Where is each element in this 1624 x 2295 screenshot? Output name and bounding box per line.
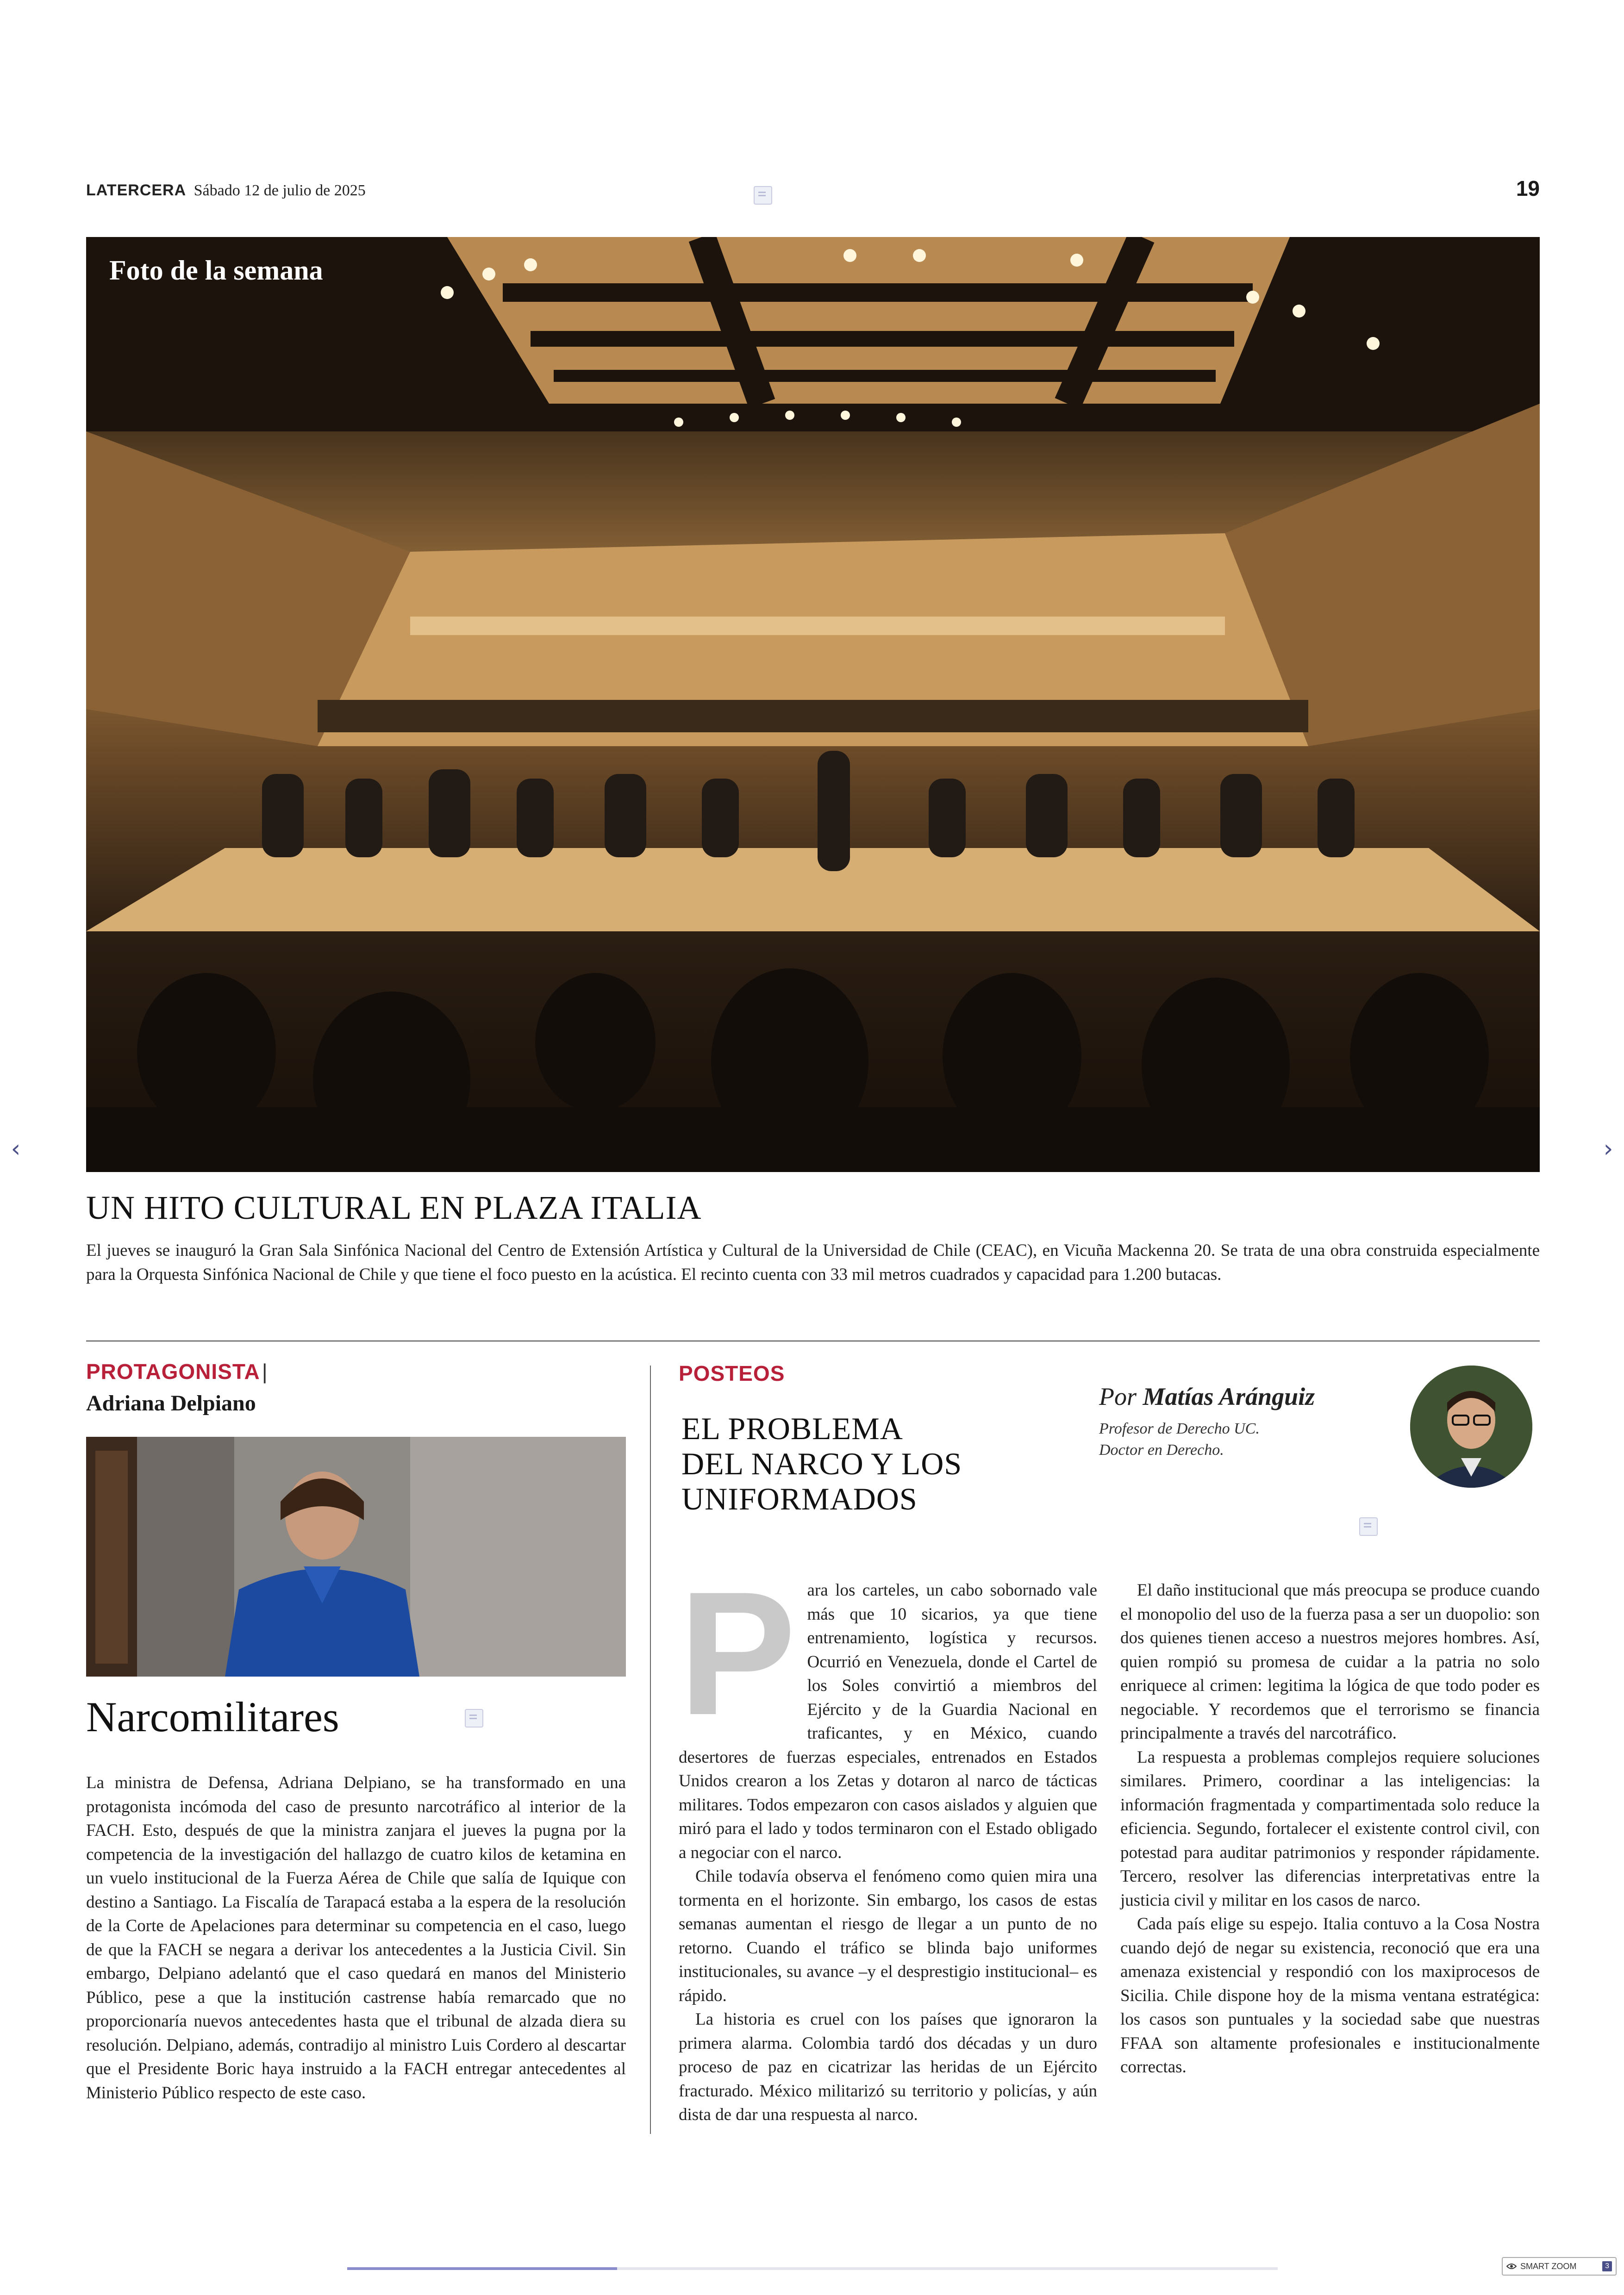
eye-icon [1506, 2263, 1517, 2270]
photo-label: Foto de la semana [109, 255, 323, 286]
newspaper-brand: LATERCERA [86, 181, 187, 199]
author-avatar [1410, 1366, 1532, 1488]
author-byline [1099, 1382, 1315, 1411]
article-column-2 [1120, 1578, 1540, 2079]
protagonista-kicker-row [86, 1359, 268, 1384]
author-bio-line: Doctor en Derecho. [1099, 1441, 1224, 1459]
photo-title: UN HITO CULTURAL EN PLAZA ITALIA [86, 1189, 702, 1226]
byline-prefix: Por [1099, 1383, 1137, 1410]
next-page-icon[interactable]: › [1603, 1135, 1613, 1163]
article-paragraph: ara los carteles, un cabo sobornado vale más que 10 sicarios, ya que tiene entrenamiento, logística y recursos. Ocurrió en Venezuela, donde el Cartel de los Soles convirtió a miembros del Ejército y de la Guardia Nacional en traficantes, y en México, cuando desertores de fuerzas especiales, entrenados en Estados Unidos crearon a los Zetas y dotaron al narco de tácticas militares. Todos empezaron con casos aislados y alguien que miró para el lado y todos terminaron con el Estado obligado a negociar con el narco. [679, 1581, 1097, 1862]
photo-caption: El jueves se inauguró la Gran Sala Sinfónica Nacional del Centro de Extensión Artística y Cultural de la Universidad de Chile (CEAC), en Vicuña Mackenna 20. Se trata de una obra construida especialmente para la Orquesta Sinfónica Nacional de Chile y que tiene el foco puesto en la acústica. El recinto cuenta con 33 mil metros cuadrados y capacidad para 1.200 butacas. [86, 1241, 1540, 1284]
author-name: Matías Aránguiz [1143, 1383, 1315, 1410]
article-paragraph: Chile todavía observa el fenómeno como quien mira una tormenta en el horizonte. Sin embargo, los casos de estas semanas aumentan el riesgo de llegar a un punto de no retorno. Cuando el tráfico se blinda bajo uniformes institucionales, su avance –y el desprestigio institucional– es rápido. [679, 1867, 1097, 2005]
protagonista-headline: Narcomilitares [86, 1693, 339, 1740]
protagonista-body: La ministra de Defensa, Adriana Delpiano, se ha transformado en una protagonista incómoda del caso de presunto narcotráfico al interior de la FACH. Esto, después de que la ministra zanjara el jueves la pugna por la competencia de la investigación del hallazgo de cuatro kilos de ketamina en un vuelo institucional de la Fuerza Aérea de Chile que salía de Iquique con destino a Santiago. La Fiscalía de Tarapacá estaba a la espera de la resolución de la Corte de Apelaciones para determinar su competencia en el caso, luego de que la FACH se negara a derivar los antecedentes a la Justicia Civil. Sin embargo, Delpiano adelantó que el caso quedará en manos del Ministerio Público, pese a que la institución castrense había remarcado que no proporcionaría nuevos antecedentes hasta que el tribunal de alzada diera su resolución. Delpiano, además, contradijo al ministro Luis Cordero al descartar que el Presidente Boric haya instruido a la FACH entregar antecedentes al Ministerio Público respecto de este caso. [86, 1773, 626, 2102]
author-portrait [1410, 1366, 1532, 1488]
protagonist-illustration [86, 1437, 626, 1677]
column-divider [650, 1366, 651, 2134]
drop-cap: P [679, 1555, 796, 1752]
issue-date: Sábado 12 de julio de 2025 [194, 182, 366, 199]
protagonista-kicker: PROTAGONISTA [86, 1360, 260, 1384]
smart-zoom-button[interactable] [1502, 2257, 1617, 2276]
article-paragraph: La historia es cruel con los países que ignoraron la primera alarma. Colombia tardó dos décadas y un duro proceso de paz en cicatrizar las heridas de un Ejército fracturado. México militarizó su territorio y policías, y aún dista de dar una respuesta al narco. [679, 2010, 1097, 2124]
protagonist-photo [86, 1437, 626, 1677]
concert-hall-photo [86, 237, 1540, 1172]
concert-hall-illustration [86, 237, 1540, 1172]
page-header [86, 181, 366, 200]
previous-page-icon[interactable]: ‹ [11, 1135, 21, 1163]
column-title-line: UNIFORMADOS [681, 1481, 918, 1516]
author-bio [1099, 1418, 1260, 1461]
page-progress-fill [347, 2267, 617, 2270]
annotation-marker-icon[interactable] [1359, 1517, 1378, 1536]
article-paragraph: Cada país elige su espejo. Italia contuvo a la Cosa Nostra cuando dejó de negar su existencia, reconoció que era una amenaza existencial y respondió con los maxiprocesos de Sicilia. Chile dispone hoy de la misma ventana estratégica: los casos son puntuales y la sociedad sabe que nuestras FFAA son altamente profesionales e institucionalmente correctas. [1120, 1915, 1540, 2077]
smart-zoom-badge: 3 [1602, 2261, 1612, 2271]
annotation-marker-icon[interactable] [754, 186, 772, 205]
column-title [681, 1411, 962, 1516]
kicker-separator: | [262, 1360, 268, 1384]
article-paragraph: La respuesta a problemas complejos requiere soluciones similares. Primero, coordinar a las inteligencias: la información fragmentada y compartimentada solo reduce la eficiencia. Segundo, fortalecer el existente control civil, con potestad para auditar patrimonios y responder rápidamente. Tercero, resolver las diferencias interpretativas entre la justicia civil y militar en los casos de narco. [1120, 1747, 1540, 1910]
posteos-kicker: POSTEOS [679, 1361, 785, 1385]
author-bio-line: Profesor de Derecho UC. [1099, 1420, 1260, 1437]
protagonist-name: Adriana Delpiano [86, 1391, 256, 1416]
column-title-line: EL PROBLEMA [681, 1411, 903, 1446]
smart-zoom-label: SMART ZOOM [1520, 2261, 1577, 2271]
article-paragraph: El daño institucional que más preocupa se produce cuando el monopolio del uso de la fuerza pasa a ser un duopolio: son dos quienes tienen acceso a nuestros mejores hombres. Así, quien rompió su promesa de cuidar a la patria no solo enriquece al crimen: legitima la lógica de que todo poder es negociable. Y recordemos que el terrorismo se financia principalmente a través del narcotráfico. [1120, 1581, 1540, 1743]
article-column-1 [679, 1555, 1097, 2127]
column-title-line: DEL NARCO Y LOS [681, 1446, 962, 1481]
page-number: 19 [1516, 176, 1540, 200]
annotation-marker-icon[interactable] [465, 1709, 483, 1727]
